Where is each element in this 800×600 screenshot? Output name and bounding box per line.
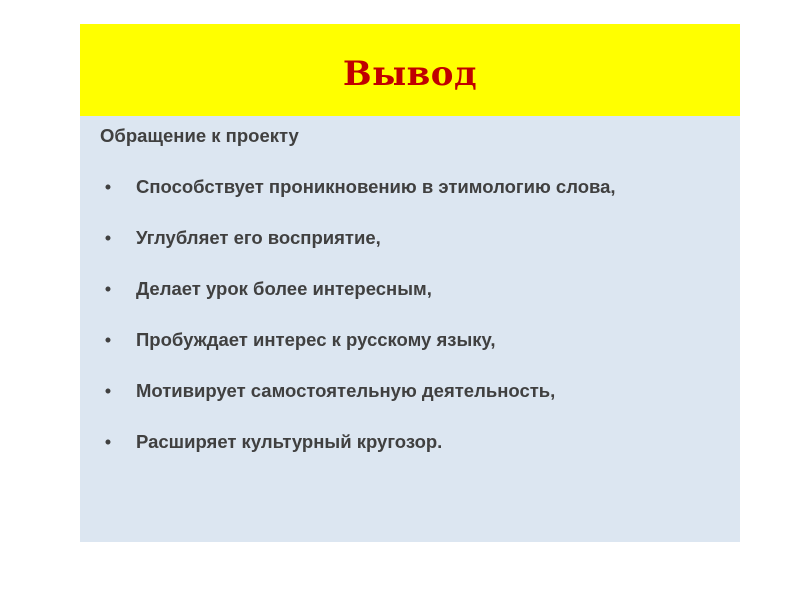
slide xyxy=(80,24,740,542)
list-item-text: Углубляет его восприятие, xyxy=(136,227,381,248)
list-item-text: Способствует проникновению в этимологию слова, xyxy=(136,176,616,197)
slide-title: Вывод xyxy=(342,54,478,94)
bullet-icon: • xyxy=(104,176,112,197)
slide-body xyxy=(100,122,730,461)
list-item-text: Мотивирует самостоятельную деятельность, xyxy=(136,380,556,401)
bullet-icon: • xyxy=(104,329,112,350)
intro-text: Обращение к проекту xyxy=(100,125,299,146)
bullet-icon: • xyxy=(104,227,112,248)
list-item-text: Пробуждает интерес к русскому языку, xyxy=(136,329,496,350)
list-item xyxy=(100,422,730,461)
bullet-icon: • xyxy=(104,431,112,452)
bullet-icon: • xyxy=(104,380,112,401)
list-item xyxy=(100,371,730,410)
bullet-list xyxy=(100,167,730,461)
list-item xyxy=(100,269,730,308)
bullet-icon: • xyxy=(104,278,112,299)
title-bar xyxy=(80,24,740,116)
list-item-text: Расширяет культурный кругозор. xyxy=(136,431,443,452)
list-item xyxy=(100,218,730,257)
list-item xyxy=(100,167,730,206)
list-item xyxy=(100,320,730,359)
list-item-text: Делает урок более интересным, xyxy=(136,278,432,299)
